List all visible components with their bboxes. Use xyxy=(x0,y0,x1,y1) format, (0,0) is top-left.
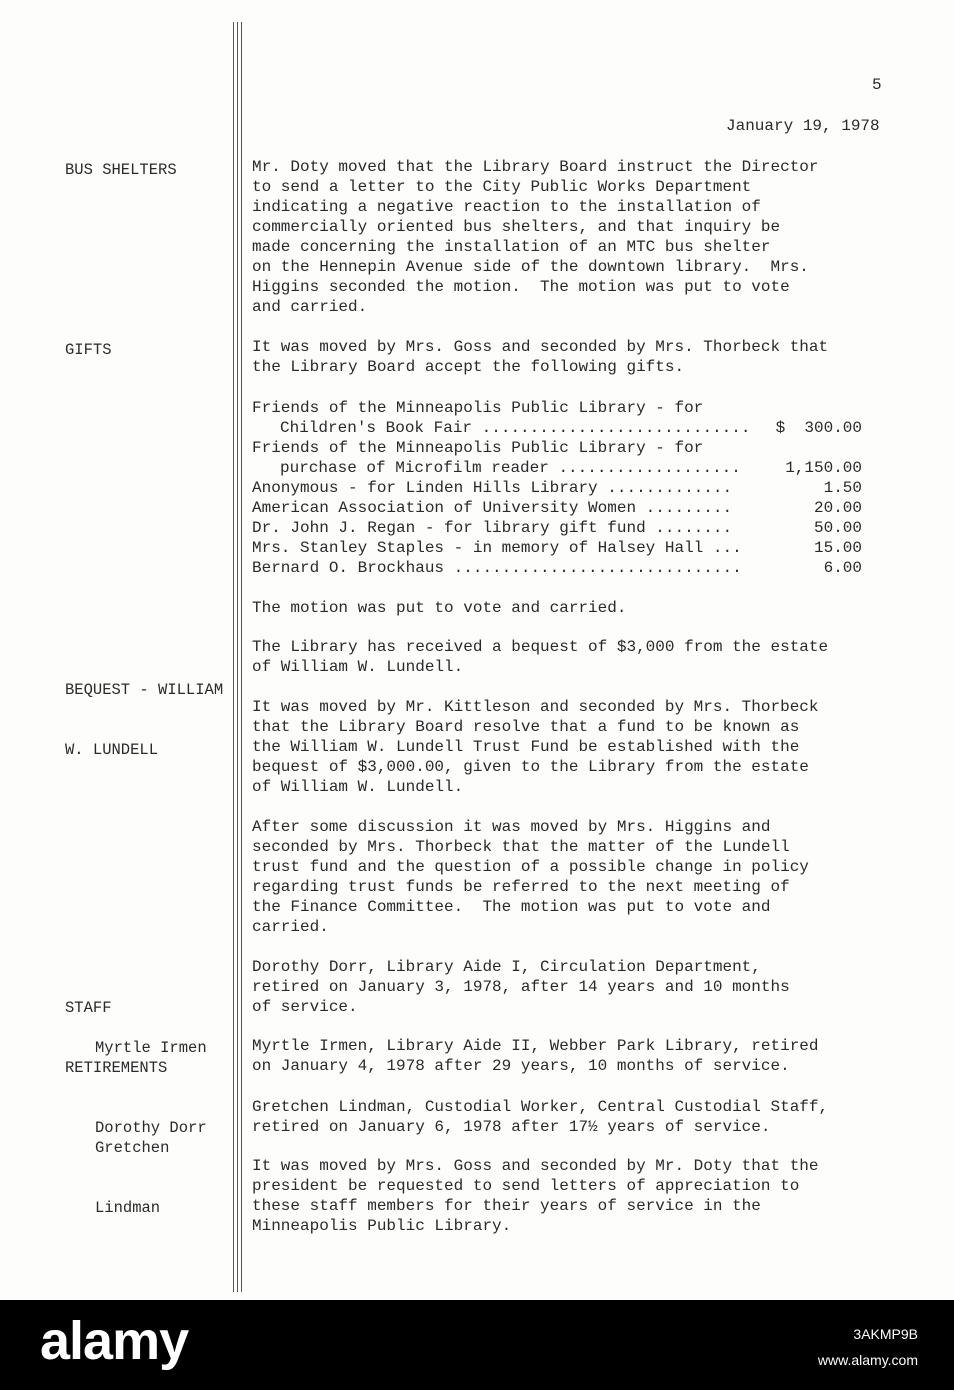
text-line: It was moved by Mrs. Goss and seconded by Mrs. Thorbeck that xyxy=(252,338,829,356)
text-line: the William W. Lundell Trust Fund be established with the xyxy=(252,738,800,756)
gift-label: purchase of Microfilm reader ................... xyxy=(280,459,741,477)
text-line: to send a letter to the City Public Works Department xyxy=(252,178,752,196)
gift-label: Dr. John J. Regan - for library gift fund ........ xyxy=(252,519,733,537)
text-line: The Library has received a bequest of $3,000 from the estate xyxy=(252,638,829,656)
text-line: these staff members for their years of service in the xyxy=(252,1197,761,1215)
name-line: Gretchen xyxy=(95,1139,170,1157)
text-line: The motion was put to vote and carried. xyxy=(252,599,627,617)
text-line: indicating a negative reaction to the installation of xyxy=(252,198,761,216)
text-line: of service. xyxy=(252,998,358,1016)
text-line: It was moved by Mrs. Goss and seconded by Mr. Doty that the xyxy=(252,1157,819,1175)
gifts-intro xyxy=(252,337,872,377)
heading-bus-shelters: BUS SHELTERS xyxy=(65,161,177,179)
gift-amount: 6.00 xyxy=(823,559,862,577)
gift-row xyxy=(252,538,862,558)
text-line: president be requested to send letters of appreciation to xyxy=(252,1177,800,1195)
heading-line: RETIREMENTS xyxy=(65,1059,168,1077)
gift-row xyxy=(252,558,862,578)
text-line: retired on January 3, 1978, after 14 years and 10 months xyxy=(252,978,790,996)
text-line: Gretchen Lindman, Custodial Worker, Central Custodial Staff, xyxy=(252,1098,829,1116)
gift-amount: 1,150.00 xyxy=(785,459,862,477)
gift-row xyxy=(252,498,862,518)
retirement-irmen xyxy=(252,1036,872,1076)
retiree-name xyxy=(65,1098,169,1258)
text-line: the Library Board accept the following gifts. xyxy=(252,358,685,376)
gift-amount: 20.00 xyxy=(813,499,862,517)
text-line: and carried. xyxy=(252,298,368,316)
gift-row xyxy=(252,418,862,438)
text-line: carried. xyxy=(252,918,329,936)
text-line: of William W. Lundell. xyxy=(252,658,464,676)
image-code: 3AKMP9B xyxy=(853,1326,918,1342)
text-line: bequest of $3,000.00, given to the Library from the estate xyxy=(252,758,809,776)
text-line: Dorothy Dorr, Library Aide I, Circulation Department, xyxy=(252,958,761,976)
retiree-name: Dorothy Dorr xyxy=(95,1119,207,1137)
text-line: on January 4, 1978 after 29 years, 10 months of service. xyxy=(252,1057,790,1075)
gift-label: Friends of the Minneapolis Public Library - for xyxy=(252,399,704,417)
page-number: 5 xyxy=(872,76,882,94)
heading-line: BEQUEST - WILLIAM xyxy=(65,681,224,699)
gift-amount: 50.00 xyxy=(813,519,862,537)
bequest-paragraph-2 xyxy=(252,697,872,797)
gift-label: Children's Book Fair ............................ xyxy=(280,419,751,437)
text-line: of William W. Lundell. xyxy=(252,778,464,796)
heading-line: STAFF xyxy=(65,999,112,1017)
text-line: Myrtle Irmen, Library Aide II, Webber Park Library, retired xyxy=(252,1037,819,1055)
gift-label: Anonymous - for Linden Hills Library ............. xyxy=(252,479,733,497)
text-line: It was moved by Mr. Kittleson and seconded by Mrs. Thorbeck xyxy=(252,698,819,716)
gift-row xyxy=(252,438,862,458)
gift-row xyxy=(252,398,862,418)
retirement-dorr xyxy=(252,957,872,1017)
name-line: Lindman xyxy=(95,1199,161,1217)
gift-amount: $ 300.00 xyxy=(775,419,862,437)
retiree-name: Myrtle Irmen xyxy=(95,1039,207,1057)
gift-label: Bernard O. Brockhaus .............................. xyxy=(252,559,742,577)
heading-line: W. LUNDELL xyxy=(65,741,159,759)
gift-row xyxy=(252,518,862,538)
bus-shelters-paragraph xyxy=(252,157,872,317)
gifts-closing xyxy=(252,598,872,618)
bequest-paragraph-1 xyxy=(252,637,872,677)
heading-bequest xyxy=(65,640,223,800)
margin-rule xyxy=(241,22,242,1292)
gift-label: Mrs. Stanley Staples - in memory of Halsey Hall ... xyxy=(252,539,742,557)
text-line: Higgins seconded the motion. The motion was put to vote xyxy=(252,278,790,296)
gift-label: American Association of University Women ......... xyxy=(252,499,733,517)
text-line: regarding trust funds be referred to the next meeting of xyxy=(252,878,790,896)
margin-rule xyxy=(233,22,234,1292)
appreciation-motion xyxy=(252,1156,872,1236)
text-line: trust fund and the question of a possible change in policy xyxy=(252,858,809,876)
text-line: seconded by Mrs. Thorbeck that the matter of the Lundell xyxy=(252,838,790,856)
watermark-banner xyxy=(0,1300,954,1390)
heading-gifts: GIFTS xyxy=(65,341,112,359)
text-line: retired on January 6, 1978 after 17½ years of service. xyxy=(252,1118,771,1136)
gift-row xyxy=(252,478,862,498)
text-line: Mr. Doty moved that the Library Board instruct the Director xyxy=(252,158,819,176)
bequest-paragraph-3 xyxy=(252,817,872,937)
text-line: After some discussion it was moved by Mrs. Higgins and xyxy=(252,818,771,836)
text-line: made concerning the installation of an MTC bus shelter xyxy=(252,238,771,256)
text-line: on the Hennepin Avenue side of the downtown library. Mrs. xyxy=(252,258,809,276)
margin-rule xyxy=(237,22,238,1292)
watermark-url: www.alamy.com xyxy=(817,1352,918,1368)
gift-row xyxy=(252,458,862,478)
gifts-list xyxy=(252,398,862,578)
text-line: commercially oriented bus shelters, and that inquiry be xyxy=(252,218,781,236)
gift-amount: 15.00 xyxy=(813,539,862,557)
document-date: January 19, 1978 xyxy=(726,117,880,135)
retirement-lindman xyxy=(252,1097,872,1137)
text-line: the Finance Committee. The motion was put to vote and xyxy=(252,898,771,916)
alamy-logo: alamy xyxy=(40,1311,189,1371)
text-line: that the Library Board resolve that a fund to be known as xyxy=(252,718,800,736)
gift-amount: 1.50 xyxy=(823,479,862,497)
gift-label: Friends of the Minneapolis Public Library - for xyxy=(252,439,704,457)
text-line: Minneapolis Public Library. xyxy=(252,1217,512,1235)
